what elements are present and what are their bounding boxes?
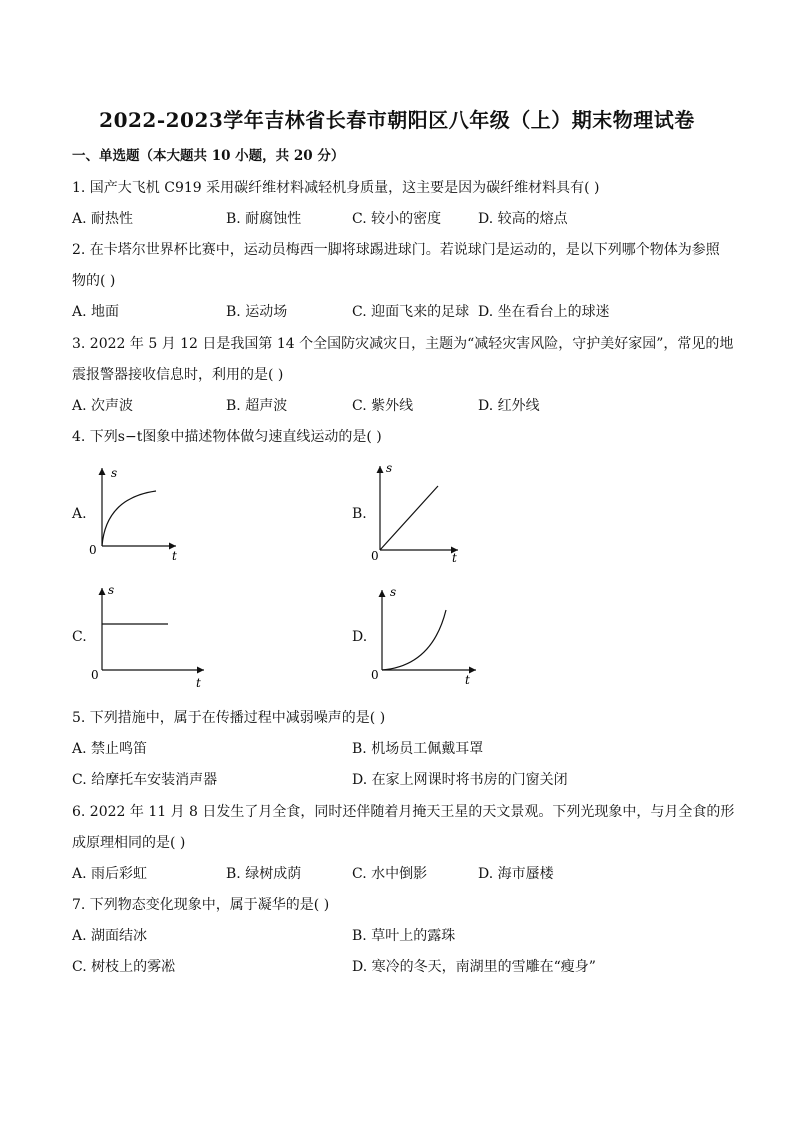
question-3-stem-cont: 震报警器接收信息时，利用的是( ) (72, 367, 284, 383)
q4-option-c-label: C. (72, 629, 87, 645)
q2-option-c: C. 迎面飞来的足球 (352, 304, 470, 320)
q2-option-a: A. 地面 (72, 304, 120, 320)
section-heading: 一、单选题（本大题共 10 小题，共 20 分） (72, 148, 345, 164)
q2-option-d: D. 坐在看台上的球迷 (478, 304, 610, 320)
q3-option-a: A. 次声波 (72, 398, 134, 414)
exam-title: 2022-2023学年吉林省长春市朝阳区八年级（上）期末物理试卷 (99, 108, 695, 132)
graph-d-origin-label: 0 (371, 668, 379, 682)
q4-option-a-label: A. (72, 506, 87, 522)
q4-graph-b (366, 458, 476, 566)
q1-option-d: D. 较高的熔点 (478, 211, 568, 227)
question-4-stem: 4. 下列s−t图象中描述物体做匀速直线运动的是( ) (72, 429, 382, 445)
q4-graph-c (86, 580, 210, 688)
q7-option-d: D. 寒冷的冬天，南湖里的雪雕在“瘦身” (352, 959, 596, 975)
q7-option-c: C. 树枝上的雾凇 (72, 959, 176, 975)
graph-c-t-axis-label: t (196, 676, 201, 688)
q4-option-b-label: B. (352, 506, 367, 522)
q5-option-b: B. 机场员工佩戴耳罩 (352, 741, 484, 757)
q3-option-c: C. 紫外线 (352, 398, 414, 414)
q3-option-b: B. 超声波 (226, 398, 288, 414)
q7-option-a: A. 湖面结冰 (72, 928, 148, 944)
q5-option-a: A. 禁止鸣笛 (72, 741, 148, 757)
question-2-stem-cont: 物的( ) (72, 273, 116, 289)
graph-c-origin-label: 0 (91, 668, 99, 682)
question-7-stem: 7. 下列物态变化现象中，属于凝华的是( ) (72, 897, 330, 913)
q3-option-d: D. 红外线 (478, 398, 540, 414)
graph-d-s-axis-label: s (390, 585, 397, 599)
q1-option-c: C. 较小的密度 (352, 211, 442, 227)
q7-option-b: B. 草叶上的露珠 (352, 928, 456, 944)
graph-a-s-axis-label: s (111, 466, 118, 480)
graph-b-t-axis-label: t (452, 551, 457, 565)
question-2-stem: 2. 在卡塔尔世界杯比赛中，运动员梅西一脚将球踢进球门。若说球门是运动的，是以下列哪个物体为参照 (72, 242, 720, 258)
graph-b-s-axis-label: s (386, 461, 393, 475)
q4-option-d-label: D. (352, 629, 368, 645)
q6-option-a: A. 雨后彩虹 (72, 866, 148, 882)
graph-b-origin-label: 0 (371, 549, 379, 563)
q5-option-d: D. 在家上网课时将书房的门窗关闭 (352, 772, 568, 788)
graph-a-t-axis-label: t (172, 549, 177, 563)
q1-option-a: A. 耐热性 (72, 211, 134, 227)
q4-graph-a (86, 460, 196, 564)
q6-option-b: B. 绿树成荫 (226, 866, 302, 882)
q2-option-b: B. 运动场 (226, 304, 288, 320)
question-5-stem: 5. 下列措施中，属于在传播过程中减弱噪声的是( ) (72, 710, 386, 726)
q6-option-c: C. 水中倒影 (352, 866, 428, 882)
graph-c-s-axis-label: s (108, 583, 115, 597)
q5-option-c: C. 给摩托车安装消声器 (72, 772, 218, 788)
graph-a-origin-label: 0 (89, 543, 97, 557)
q1-option-b: B. 耐腐蚀性 (226, 211, 302, 227)
q4-graph-d (366, 582, 482, 686)
question-3-stem: 3. 2022 年 5 月 12 日是我国第 14 个全国防灾减灾日，主题为“减轻灾害风险，守护美好家园”，常见的地 (72, 336, 734, 352)
question-1-stem: 1. 国产大飞机 C919 采用碳纤维材料减轻机身质量，这主要是因为碳纤维材料具有( ) (72, 180, 600, 196)
graph-d-t-axis-label: t (465, 673, 470, 686)
question-6-stem-cont: 成原理相同的是( ) (72, 835, 186, 851)
question-6-stem: 6. 2022 年 11 月 8 日发生了月全食，同时还伴随着月掩天王星的天文景观。下列光现象中，与月全食的形 (72, 804, 735, 820)
q6-option-d: D. 海市蜃楼 (478, 866, 554, 882)
